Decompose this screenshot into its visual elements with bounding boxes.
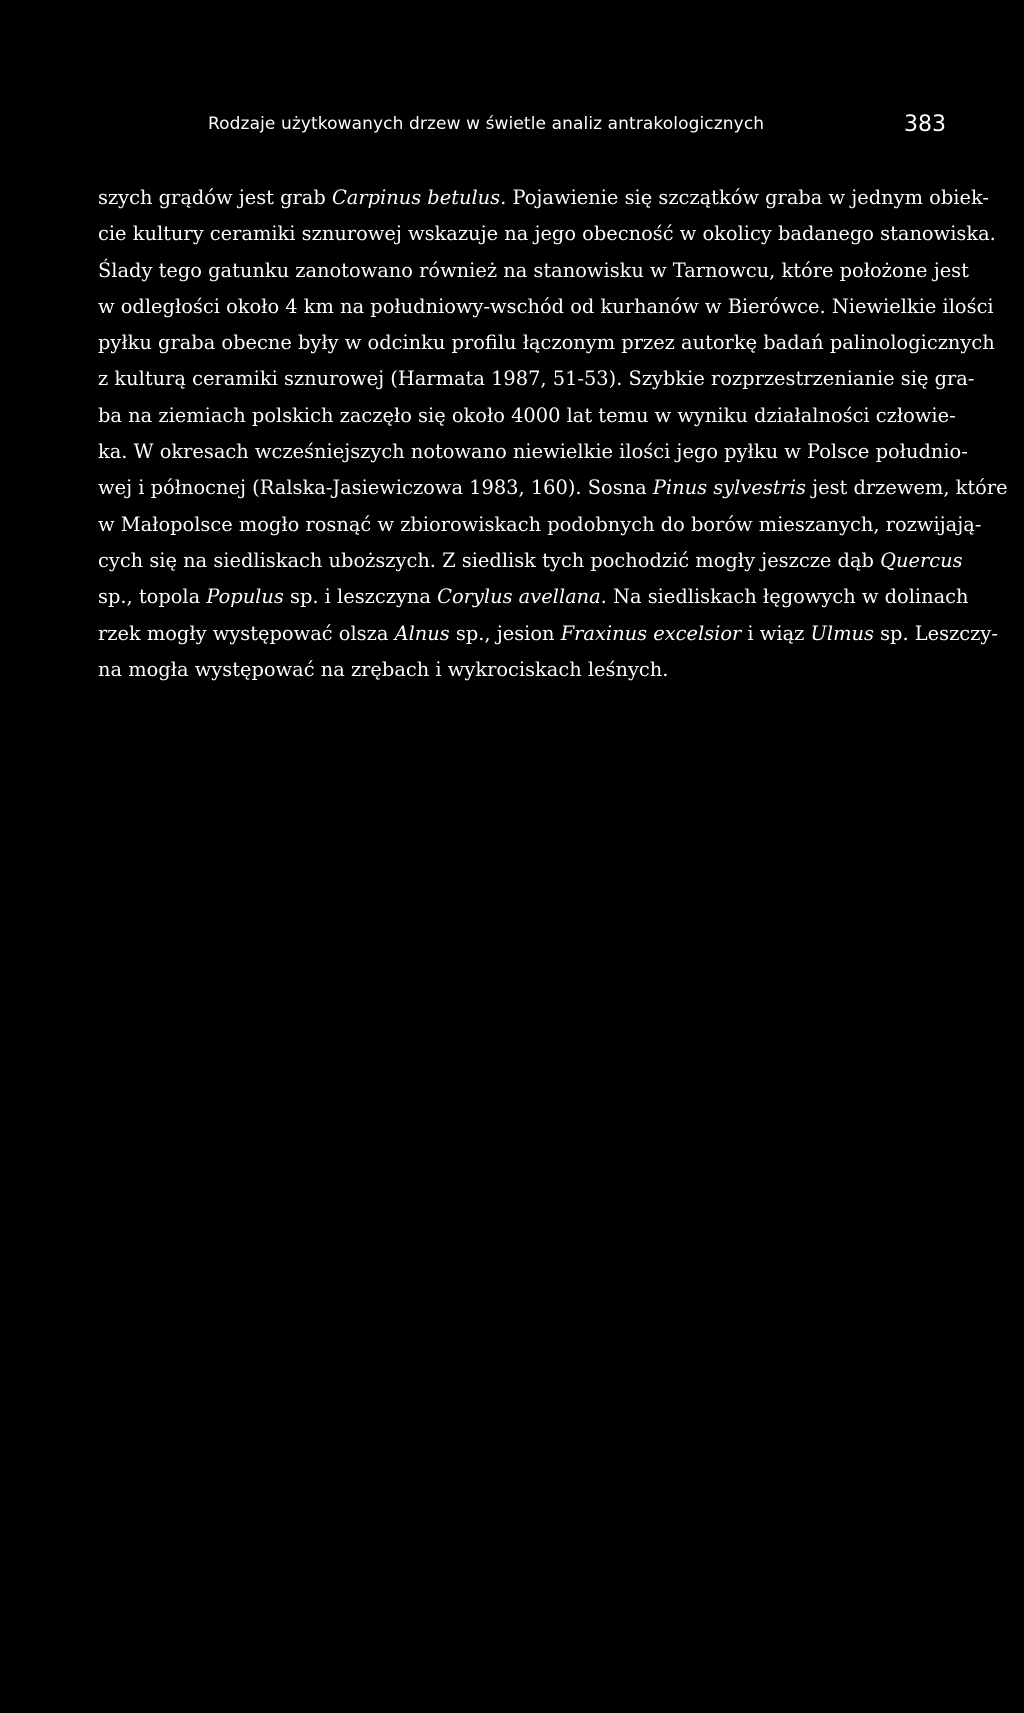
text-segment: ka. W okresach wcześniejszych notowano niewielkie ilości jego pyłku w Polsce południo- [98, 440, 968, 464]
text-line [98, 470, 1008, 506]
text-line [98, 253, 969, 289]
text-line [98, 361, 975, 397]
text-line [98, 652, 951, 688]
text-segment: i wiąz [741, 621, 811, 645]
text-segment: sp., topola [98, 585, 207, 609]
body-paragraph [98, 180, 1008, 688]
text-segment: cie kultury ceramiki sznurowej wskazuje na jego obecność w okolicy badanego stanowiska. [98, 222, 996, 246]
text-line [98, 579, 969, 615]
page-number: 383 [904, 112, 946, 137]
text-segment: na mogła występować na zrębach i wykrociskach leśnych. [98, 657, 669, 681]
species-name: Quercus [880, 548, 963, 572]
text-segment: sp., jesion [449, 621, 561, 645]
text-line [98, 434, 968, 470]
text-segment: w odległości około 4 km na południowy-wschód od kurhanów w Bierówce. Niewielkie ilości [98, 294, 994, 318]
text-segment: z kulturą ceramiki sznurowej (Harmata 1987, 51-53). Szybkie rozprzestrzenianie się gra- [98, 367, 975, 391]
species-name: Carpinus betulus. [331, 186, 507, 209]
species-name: Fraxinus excelsior [560, 621, 742, 645]
species-name: Populus [206, 585, 284, 609]
text-line [98, 325, 995, 361]
text-line [98, 289, 994, 325]
species-name: Corylus avellana. [437, 585, 607, 609]
text-segment: w Małopolsce mogło rosnąć w zbiorowiskach podobnych do borów mieszanych, rozwijają- [98, 512, 982, 536]
text-line [98, 216, 996, 252]
text-segment: sp. i leszczyna [283, 585, 438, 609]
text-line [98, 507, 982, 543]
text-line [98, 616, 998, 652]
text-line [98, 180, 989, 216]
text-segment: cych się na siedliskach uboższych. Z siedlisk tych pochodzić mogły jeszcze dąb [98, 548, 881, 572]
text-line [98, 398, 956, 434]
text-segment: sp. Leszczy- [873, 621, 998, 645]
running-header [208, 112, 946, 142]
species-name: Ulmus [810, 621, 874, 645]
text-segment: Pojawienie się szczątków graba w jednym obiek- [506, 186, 989, 209]
species-name: Alnus [394, 621, 450, 645]
running-title: Rodzaje użytkowanych drzew w świetle analiz antrakologicznych [208, 114, 765, 134]
text-segment: ba na ziemiach polskich zaczęło się około 4000 lat temu w wyniku działalności człowie- [98, 403, 956, 427]
text-segment: pyłku graba obecne były w odcinku profilu łączonym przez autorkę badań palinologicznych [98, 331, 995, 355]
text-segment: wej i północnej (Ralska-Jasiewiczowa 1983, 160). Sosna [98, 476, 653, 500]
species-name: Pinus sylvestris [652, 476, 806, 500]
text-segment: Na siedliskach łęgowych w dolinach [606, 585, 969, 609]
text-segment: Ślady tego gatunku zanotowano również na stanowisku w Tarnowcu, które położone jest [98, 258, 969, 282]
text-line [98, 543, 963, 579]
text-segment: rzek mogły występować olsza [98, 621, 395, 645]
text-segment: jest drzewem, które [805, 476, 1008, 500]
text-segment: szych grądów jest grab [98, 186, 332, 209]
